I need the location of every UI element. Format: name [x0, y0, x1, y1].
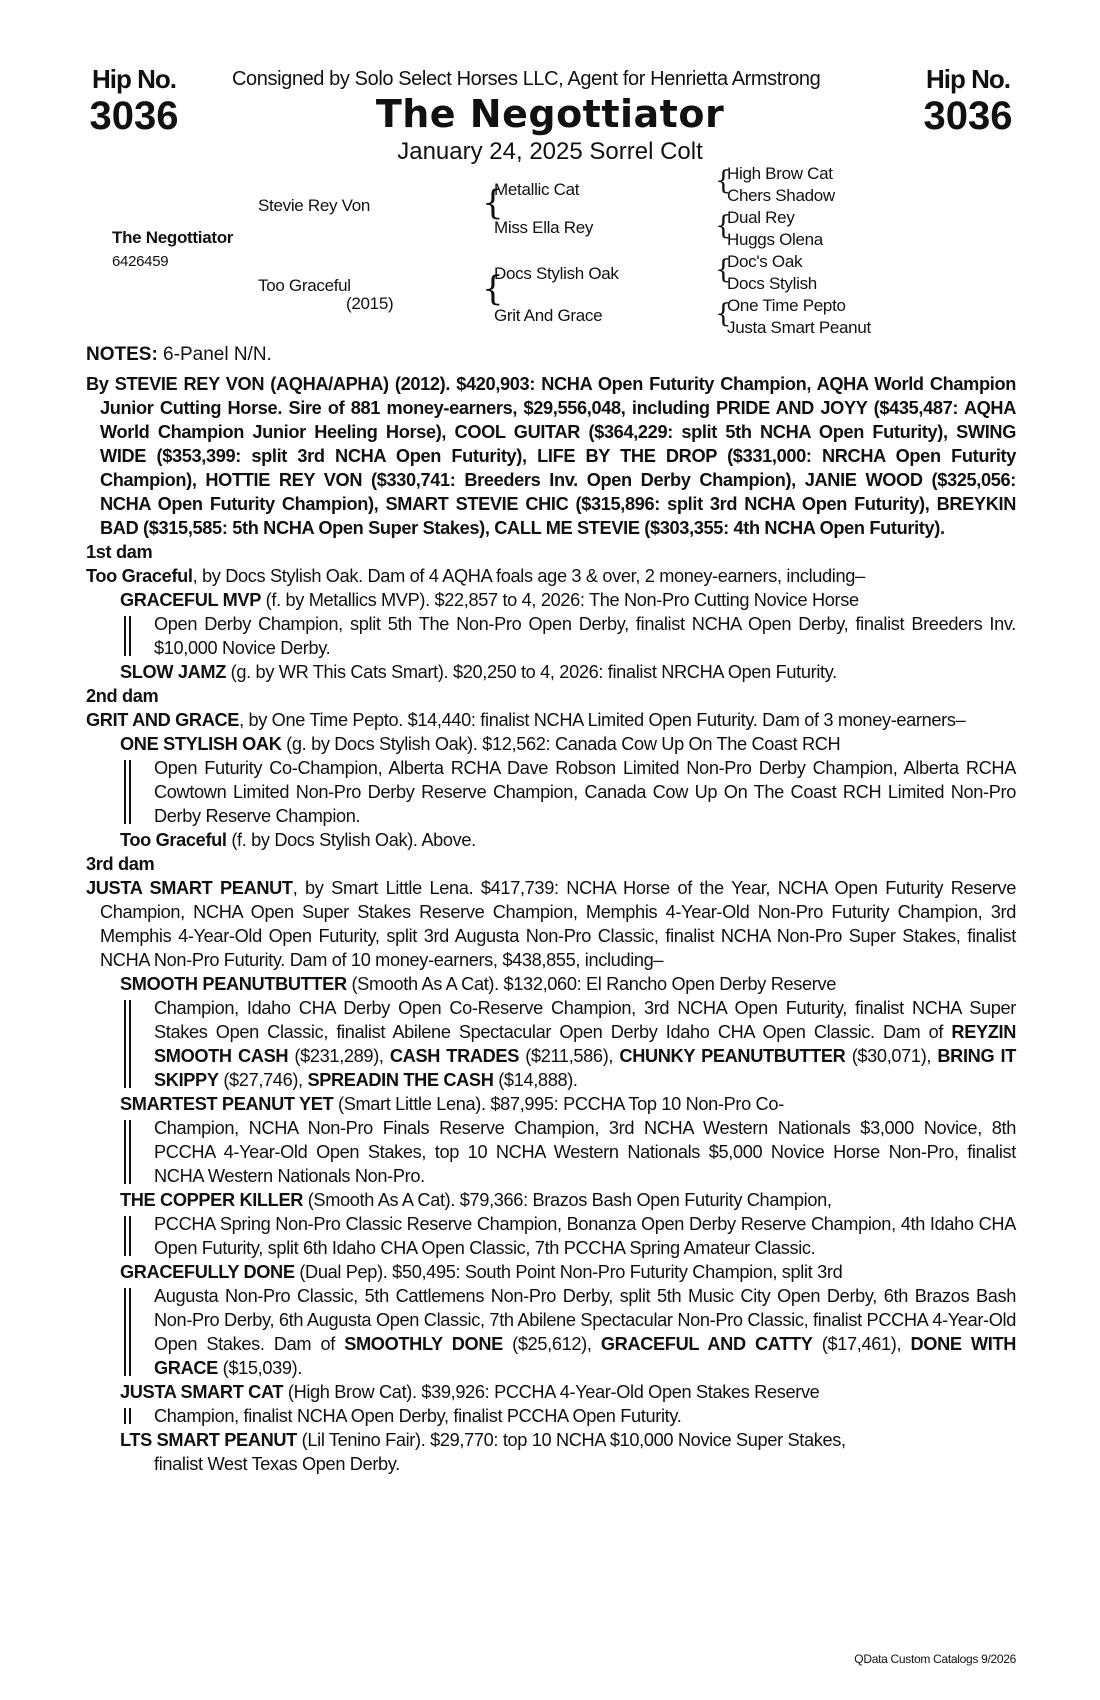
produce-detail-text: Augusta Non-Pro Classic, 5th Cattlemens Non-Pro Derby, split 5th Music City Open Derby, 6th Brazos Bash Non-Pro Derby, 6th Augusta Open Classic, 7th Abilene Spectacular Non-Pro Classic, finalist PCCHA 4-Year-Old Open Stakes. Dam of: [154, 1286, 1016, 1354]
produce-detail-text: Open Derby Champion, split 5th The Non-Pro Open Derby, finalist NCHA Open Derby, finalist Breeders Inv. $10,000 Novice Derby.: [154, 614, 1016, 658]
pedigree-dam-dam: Grit And Grace: [494, 306, 603, 325]
produce-entry-detail: [154, 996, 1016, 1092]
produce-detail-text: ($15,039).: [217, 1358, 303, 1378]
produce-name: ONE STYLISH OAK: [120, 734, 282, 754]
produce-entry-detail: [154, 1116, 1016, 1188]
produce-entry-detail: [154, 1212, 1016, 1260]
produce-entry: [120, 1092, 1016, 1188]
produce-offspring-name: DONE WITH GRACE: [154, 1334, 1016, 1378]
produce-detail-text: finalist West Texas Open Derby.: [154, 1454, 400, 1474]
produce-entry-lead: [120, 972, 1016, 996]
produce-detail-text: Champion, NCHA Non-Pro Finals Reserve Champion, 3rd NCHA Western Nationals $3,000 Novice, 8th PCCHA 4-Year-Old Open Stakes, top 10 NCHA Western Nationals $5,000 Novice Horse Non-Pro, finalist NCHA Western Nationals Non-Pro.: [154, 1118, 1016, 1186]
produce-offspring-name: CHUNKY PEANUTBUTTER: [619, 1046, 846, 1066]
catalog-body: [86, 372, 1016, 1476]
produce-entry-lead: [120, 660, 1016, 684]
produce-offspring-name: GRACEFUL AND CATTY: [600, 1334, 813, 1354]
hip-number: 3036: [89, 94, 179, 138]
horse-name-title: The Negottiator: [375, 92, 725, 136]
dam1-name: Too Graceful: [86, 566, 193, 586]
pedigree-subject: The Negottiator: [112, 228, 234, 247]
produce-lead-text: (Smooth As A Cat). $79,366: Brazos Bash Open Futurity Champion,: [303, 1190, 832, 1210]
dam1-text: , by Docs Stylish Oak. Dam of 4 AQHA foals age 3 & over, 2 money-earners, including–: [192, 566, 865, 586]
produce-name: JUSTA SMART CAT: [120, 1382, 284, 1402]
pedigree-g6: Docs Stylish: [727, 274, 817, 293]
pedigree-registration: 6426459: [112, 253, 169, 270]
produce-entry-lead: [120, 732, 1016, 756]
produce-entry: [120, 972, 1016, 1092]
produce-lead-text: (f. by Docs Stylish Oak). Above.: [226, 830, 476, 850]
brace-icon: {: [715, 299, 732, 329]
produce-offspring-name: SMOOTHLY DONE: [344, 1334, 503, 1354]
produce-name: LTS SMART PEANUT: [120, 1430, 297, 1450]
dam3-name: JUSTA SMART PEANUT: [86, 878, 293, 898]
pedigree-dam: Too Graceful: [258, 276, 351, 295]
dam2-paragraph: [86, 708, 1016, 732]
produce-entry: [120, 1428, 1016, 1476]
dam1-heading: 1st dam: [86, 542, 153, 562]
produce-lead-text: (Smart Little Lena). $87,995: PCCHA Top 10 Non-Pro Co-: [333, 1094, 784, 1114]
produce-name: THE COPPER KILLER: [120, 1190, 304, 1210]
dam3-paragraph: [86, 876, 1016, 972]
produce-lead-text: (Lil Tenino Fair). $29,770: top 10 NCHA $10,000 Novice Super Stakes,: [296, 1430, 846, 1450]
produce-entry-detail: [154, 756, 1016, 828]
pedigree-g5: Doc's Oak: [727, 252, 803, 271]
brace-icon: {: [715, 211, 732, 241]
produce-detail-text: ($17,461),: [812, 1334, 911, 1354]
produce-detail-text: ($30,071),: [845, 1046, 938, 1066]
produce-detail-text: ($27,746),: [218, 1070, 308, 1090]
produce-lead-text: (Dual Pep). $50,495: South Point Non-Pro Futurity Champion, split 3rd: [294, 1262, 843, 1282]
produce-entry: [120, 1188, 1016, 1260]
produce-name: Too Graceful: [120, 830, 227, 850]
produce-entry: [120, 1380, 1016, 1428]
produce-entry: [120, 1260, 1016, 1380]
dam2-heading: 2nd dam: [86, 686, 159, 706]
notes-line: [86, 344, 272, 366]
brace-icon: {: [482, 183, 504, 223]
produce-detail-text: PCCHA Spring Non-Pro Classic Reserve Champion, Bonanza Open Derby Reserve Champion, 4th Idaho CHA Open Futurity, split 6th Idaho CHA Open Classic, 7th PCCHA Spring Amateur Classic.: [154, 1214, 1016, 1258]
produce-detail-text: Open Futurity Co-Champion, Alberta RCHA Dave Robson Limited Non-Pro Derby Champion, Alberta RCHA Cowtown Limited Non-Pro Derby Reserve Champion, Canada Cow Up On The Coast RCH Limited Non-Pro Derby Reserve Champion.: [154, 758, 1016, 826]
produce-entry: [120, 828, 1016, 852]
dam3-heading: 3rd dam: [86, 854, 155, 874]
pedigree-g1: High Brow Cat: [727, 164, 833, 183]
dam2-text: , by One Time Pepto. $14,440: finalist NCHA Limited Open Futurity. Dam of 3 money-earners–: [239, 710, 966, 730]
produce-entry: [120, 660, 1016, 684]
produce-offspring-name: CASH TRADES: [389, 1046, 519, 1066]
pedigree-dam-year: (2015): [346, 294, 394, 313]
notes-label: NOTES:: [86, 344, 158, 365]
brace-icon: {: [715, 166, 732, 196]
produce-detail-text: ($25,612),: [502, 1334, 601, 1354]
produce-entry-lead: [120, 1428, 1016, 1452]
brace-icon: {: [482, 269, 504, 309]
produce-entry-lead: [120, 828, 1016, 852]
sire-paragraph: By STEVIE REY VON (AQHA/APHA) (2012). $420,903: NCHA Open Futurity Champion, AQHA World Champion Junior Cutting Horse. Sire of 881 money-earners, $29,556,048, including PRIDE AND JOYY ($435,487: AQHA World Champion Junior Heeling Horse), COOL GUITAR ($364,229: split 5th NCHA Open Futurity), SWING WIDE ($353,399: split 3rd NCHA Open Futurity), LIFE BY THE DROP ($331,000: NRCHA Open Futurity Champion), HOTTIE REY VON ($330,741: Breeders Inv. Open Derby Champion), JANIE WOOD ($325,056: NCHA Open Futurity Champion), SMART STEVIE CHIC ($315,896: split 3rd NCHA Open Futurity), BREYKIN BAD ($315,585: 5th NCHA Open Super Stakes), CALL ME STEVIE ($303,355: 4th NCHA Open Futurity).: [86, 374, 1016, 538]
produce-entry-lead: [120, 588, 1016, 612]
pedigree-g7: One Time Pepto: [727, 296, 846, 315]
produce-offspring-name: BRING IT SKIPPY: [154, 1046, 1016, 1090]
produce-entry-detail: [154, 1452, 1016, 1476]
produce-entry-lead: [120, 1092, 1016, 1116]
produce-detail-text: Champion, Idaho CHA Derby Open Co-Reserve Champion, 3rd NCHA Open Futurity, finalist NCHA Super Stakes Open Classic, finalist Abilene Spectacular Open Derby Idaho CHA Open Classic. Dam of: [154, 998, 1016, 1042]
pedigree-sire-dam: Miss Ella Rey: [494, 218, 594, 237]
produce-lead-text: (f. by Metallics MVP). $22,857 to 4, 2026: The Non-Pro Cutting Novice Horse: [260, 590, 859, 610]
hip-label: Hip No.: [92, 64, 176, 94]
produce-entry-lead: [120, 1188, 1016, 1212]
pedigree-sire-sire: Metallic Cat: [494, 180, 580, 199]
pedigree-g4: Huggs Olena: [727, 230, 823, 249]
produce-name: SLOW JAMZ: [120, 662, 226, 682]
dam2-produce: [86, 732, 1016, 852]
produce-entry-lead: [120, 1380, 1016, 1404]
hip-number-left: [86, 64, 182, 138]
produce-entry-detail: [154, 1284, 1016, 1380]
foaling-info: January 24, 2025 Sorrel Colt: [397, 138, 703, 165]
pedigree-g3: Dual Rey: [727, 208, 795, 227]
produce-entry: [120, 732, 1016, 828]
dam1-produce: [86, 588, 1016, 684]
dam3-produce: [86, 972, 1016, 1476]
produce-lead-text: (High Brow Cat). $39,926: PCCHA 4-Year-Old Open Stakes Reserve: [283, 1382, 820, 1402]
produce-detail-text: ($14,888).: [493, 1070, 578, 1090]
pedigree-sire: Stevie Rey Von: [258, 196, 371, 215]
produce-entry-lead: [120, 1260, 1016, 1284]
hip-label: Hip No.: [926, 64, 1010, 94]
produce-entry-detail: [154, 612, 1016, 660]
notes-text: 6-Panel N/N.: [157, 344, 272, 365]
produce-lead-text: (Smooth As A Cat). $132,060: El Rancho Open Derby Reserve: [346, 974, 836, 994]
produce-lead-text: (g. by WR This Cats Smart). $20,250 to 4, 2026: finalist NRCHA Open Futurity.: [225, 662, 837, 682]
dam3-text: , by Smart Little Lena. $417,739: NCHA Horse of the Year, NCHA Open Futurity Reserve Champion, NCHA Open Super Stakes Reserve Champion, Memphis 4-Year-Old Non-Pro Futurity Champion, 3rd Memphis 4-Year-Old Open Futurity, split 3rd Augusta Non-Pro Classic, finalist NCHA Non-Pro Super Stakes, finalist NCHA Non-Pro Futurity. Dam of 10 money-earners, $438,855, including–: [100, 878, 1016, 970]
pedigree-g2: Chers Shadow: [727, 186, 835, 205]
produce-entry: [120, 588, 1016, 660]
produce-name: GRACEFULLY DONE: [120, 1262, 295, 1282]
hip-number-right: [920, 64, 1016, 138]
dam1-paragraph: [86, 564, 1016, 588]
dam2-name: GRIT AND GRACE: [86, 710, 240, 730]
produce-offspring-name: REYZIN SMOOTH CASH: [154, 1022, 1016, 1066]
pedigree-g8: Justa Smart Peanut: [727, 318, 871, 337]
produce-entry-detail: [154, 1404, 1016, 1428]
produce-detail-text: ($211,586),: [519, 1046, 620, 1066]
produce-name: SMARTEST PEANUT YET: [120, 1094, 334, 1114]
pedigree-dam-sire: Docs Stylish Oak: [494, 264, 619, 283]
hip-number: 3036: [923, 94, 1013, 138]
produce-offspring-name: SPREADIN THE CASH: [307, 1070, 494, 1090]
produce-name: SMOOTH PEANUTBUTTER: [120, 974, 347, 994]
produce-detail-text: ($231,289),: [288, 1046, 390, 1066]
brace-icon: {: [715, 255, 732, 285]
produce-detail-text: Champion, finalist NCHA Open Derby, finalist PCCHA Open Futurity.: [154, 1406, 682, 1426]
produce-lead-text: (g. by Docs Stylish Oak). $12,562: Canada Cow Up On The Coast RCH: [281, 734, 841, 754]
footer-credit: QData Custom Catalogs 9/2026: [854, 1652, 1016, 1666]
consignor-line: Consigned by Solo Select Horses LLC, Agent for Henrietta Armstrong: [232, 68, 821, 90]
produce-name: GRACEFUL MVP: [120, 590, 261, 610]
